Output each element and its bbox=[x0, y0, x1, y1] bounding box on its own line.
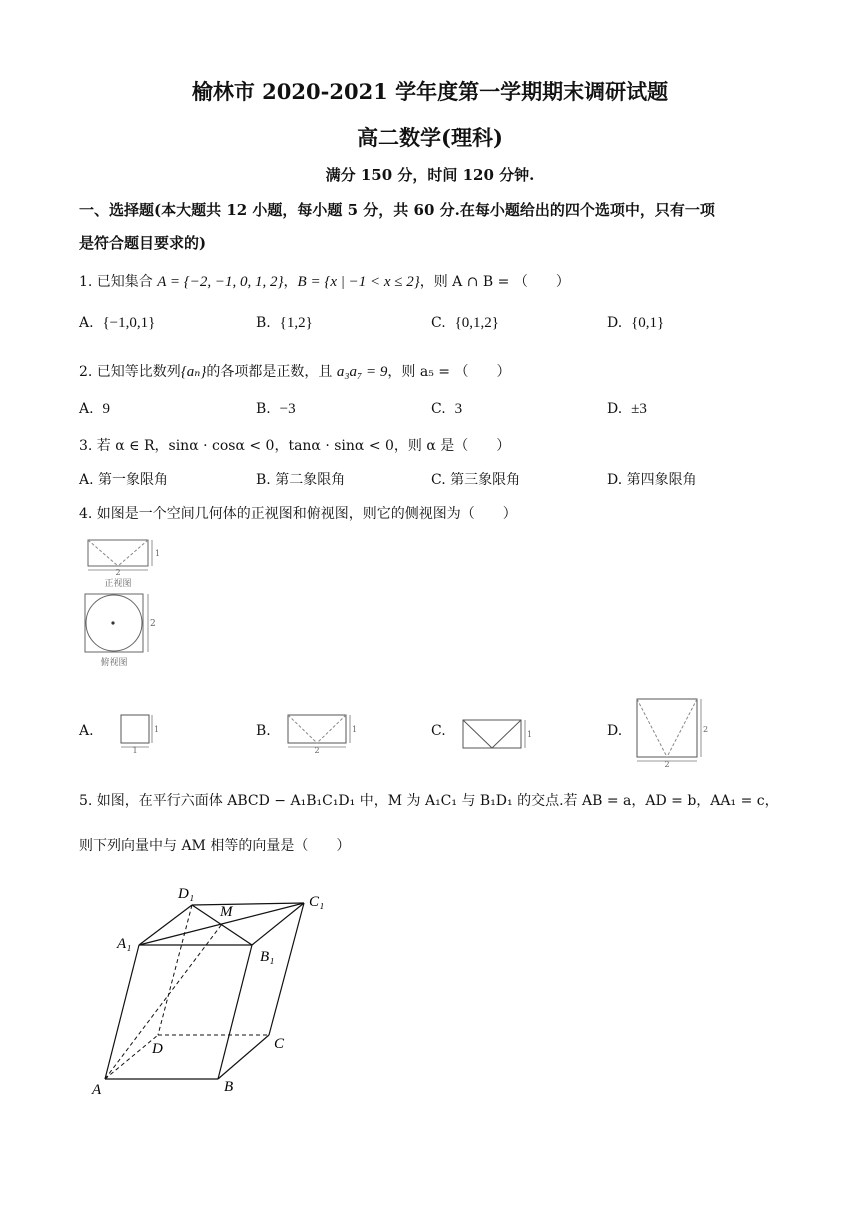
q1-set-a: A = {−2, −1, 0, 1, 2} bbox=[157, 274, 284, 290]
label-a: A bbox=[92, 1082, 102, 1098]
q1-option-d: D. {0,1} bbox=[607, 315, 665, 331]
option-a-dim-1: 1 bbox=[154, 725, 160, 734]
option-d-square bbox=[637, 699, 697, 757]
q4-option-b-label: B. bbox=[256, 723, 271, 739]
section-heading-line2: 是符合题目要求的) bbox=[79, 234, 207, 252]
q1-option-b: B. {1,2} bbox=[256, 315, 313, 331]
front-view-caption: 正视图 bbox=[104, 579, 132, 589]
q3-option-a: A. 第一象限角 bbox=[79, 472, 169, 488]
question-3: 3. 若 α ∈ R，sinα · cosα < 0，tanα · sinα < 0，则 α 是（ ） bbox=[79, 438, 511, 454]
q1-option-a: A. {−1,0,1} bbox=[79, 315, 156, 331]
front-view-dim-1: 1 bbox=[155, 549, 161, 558]
label-b: B bbox=[224, 1079, 234, 1095]
q1-option-c: C. {0,1,2} bbox=[431, 315, 499, 331]
q2-option-d: D. ±3 bbox=[607, 401, 647, 417]
page-title: 榆林市 2020-2021 学年度第一学期期末调研试题 bbox=[191, 79, 669, 104]
label-d1: D₁ bbox=[178, 886, 195, 902]
option-c-rect bbox=[463, 720, 521, 748]
question-1: 1. 已知集合 A = {−2, −1, 0, 1, 2}，B = {x | −1 < x ≤ 2}，则 A ∩ B = （ ） bbox=[79, 274, 570, 290]
question-5-line2: 则下列向量中与 AM 相等的向量是（ ） bbox=[79, 838, 351, 854]
q3-option-b: B. 第二象限角 bbox=[256, 472, 346, 488]
top-view-center-dot bbox=[111, 621, 114, 624]
option-d-dim-2: 2 bbox=[703, 725, 709, 734]
parallelepiped-figure bbox=[88, 878, 348, 1098]
front-view-dim-2: 2 bbox=[115, 568, 121, 577]
edge-b1-b bbox=[218, 945, 252, 1079]
top-view-dim-2: 2 bbox=[150, 619, 156, 629]
front-view-figure bbox=[82, 538, 162, 588]
question-5-line1: 5. 如图，在平行六面体 ABCD − A₁B₁C₁D₁ 中，M 为 A₁C₁ 与 B₁D₁ 的交点.若 AB = a，AD = b，AA₁ = c， bbox=[79, 793, 779, 809]
option-a-dim-1-bottom: 1 bbox=[132, 746, 138, 755]
q4-option-d-figure bbox=[634, 696, 714, 768]
option-c-solid-right bbox=[492, 720, 521, 748]
page-subtitle: 高二数学(理科) bbox=[357, 125, 503, 150]
option-d-dash-right bbox=[667, 699, 697, 757]
option-d-dim-2-bottom: 2 bbox=[664, 760, 670, 769]
front-view-dash-right bbox=[118, 540, 148, 566]
label-d: D bbox=[152, 1041, 163, 1057]
q4-option-c-label: C. bbox=[431, 723, 446, 739]
label-c: C bbox=[274, 1036, 285, 1052]
q4-option-d-label: D. bbox=[607, 723, 623, 739]
q2-option-b: B. −3 bbox=[256, 401, 296, 417]
q2-condition: a₃a₇ = 9 bbox=[336, 364, 388, 380]
section-heading-line1: 一、选择题(本大题共 12 小题，每小题 5 分，共 60 分.在每小题给出的四个选项中，只有一项 bbox=[79, 201, 715, 219]
label-a1: A₁ bbox=[117, 936, 132, 952]
option-c-solid-left bbox=[463, 720, 492, 748]
q2-option-a: A. 9 bbox=[79, 401, 110, 417]
q4-option-a-label: A. bbox=[79, 723, 94, 739]
top-view-figure bbox=[82, 592, 162, 668]
option-b-dim-2: 2 bbox=[314, 746, 320, 755]
q3-option-c: C. 第三象限角 bbox=[431, 472, 521, 488]
top-view-caption: 俯视图 bbox=[100, 658, 128, 668]
front-view-rect bbox=[88, 540, 148, 566]
q1-set-b: B = {x | −1 < x ≤ 2} bbox=[297, 274, 420, 290]
option-b-dim-1: 1 bbox=[352, 725, 358, 734]
label-c1: C₁ bbox=[309, 894, 325, 910]
label-b1: B₁ bbox=[260, 949, 275, 965]
edge-c1-c bbox=[269, 903, 304, 1035]
q1-suffix: ，则 A ∩ B = （ ） bbox=[419, 274, 570, 290]
q1-prefix: 1. 已知集合 bbox=[79, 274, 158, 290]
edge-a-d-hidden bbox=[105, 1035, 158, 1079]
q4-option-b-figure bbox=[283, 712, 363, 754]
edge-a1-d1 bbox=[139, 905, 192, 945]
q2-sequence: {aₙ} bbox=[180, 364, 207, 380]
edge-a1-a bbox=[105, 945, 139, 1079]
option-c-dim-1: 1 bbox=[527, 730, 533, 739]
edge-b-c bbox=[218, 1035, 269, 1079]
label-m: M bbox=[220, 904, 233, 920]
option-b-dash-right bbox=[317, 715, 346, 743]
q4-option-a-figure bbox=[116, 712, 166, 754]
option-b-rect bbox=[288, 715, 346, 743]
option-d-dash-left bbox=[637, 699, 667, 757]
q2-option-c: C. 3 bbox=[431, 401, 463, 417]
question-2: 2. 已知等比数列{aₙ}的各项都是正数，且 a₃a₇ = 9，则 a₅ = （ ） bbox=[79, 364, 511, 380]
option-a-square bbox=[121, 715, 149, 743]
score-line: 满分 150 分，时间 120 分钟. bbox=[325, 166, 535, 184]
option-b-dash-left bbox=[288, 715, 317, 743]
question-4: 4. 如图是一个空间几何体的正视图和俯视图，则它的侧视图为（ ） bbox=[79, 506, 517, 522]
edge-d1-c1 bbox=[192, 903, 304, 905]
q4-option-c-figure bbox=[458, 712, 538, 754]
q3-option-d: D. 第四象限角 bbox=[607, 472, 697, 488]
front-view-dash-left bbox=[88, 540, 118, 566]
